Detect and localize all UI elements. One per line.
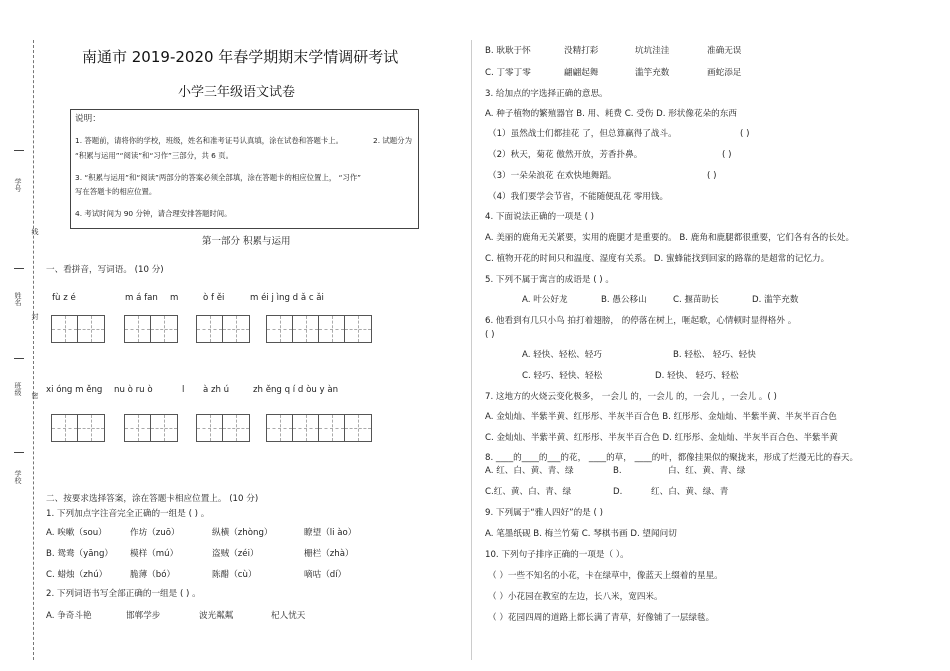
option[interactable]: C. 揠苗助长 bbox=[673, 295, 719, 305]
option[interactable]: C. 植物开花的时间只和温度、湿度有关系。 D. 蜜蜂能找到回家的路靠的是超常的记忆力。 bbox=[485, 254, 830, 264]
question-9: 9. 下列属于“雅人四好”的是 ( ) bbox=[485, 508, 603, 518]
sidebar-underline bbox=[14, 268, 24, 269]
question-1: 一、看拼音，写词语。 (10 分) bbox=[46, 265, 164, 275]
writing-grid[interactable] bbox=[51, 414, 105, 442]
instructions-line: 1. 答题前，请将你的学校，班级，姓名和准考证号认真填，涂在试卷和答题卡上。 bbox=[75, 136, 344, 145]
option: 脆薄（bó） bbox=[130, 570, 176, 580]
sidebar-class: 班级 bbox=[14, 382, 22, 396]
question-3: 3. 给加点的字选择正确的意思。 bbox=[485, 89, 608, 99]
sidebar-seal-mark-2: 密 bbox=[31, 392, 39, 399]
question-5: 5. 下列不属于寓言的成语是 ( ) 。 bbox=[485, 275, 614, 285]
page-subtitle: 小学三年级语文试卷 bbox=[178, 85, 296, 100]
option[interactable]: A. 金灿灿、半紫半黄、红彤彤、半灰半百合色 B. 红彤彤、金灿灿、半紫半黄、半灰半百合色 bbox=[485, 412, 837, 422]
question-10: 10. 下列句子排序正确的一项是（ ）。 bbox=[485, 550, 629, 560]
option[interactable]: C.红、黄、白、青、绿 bbox=[485, 487, 572, 497]
sentence-item[interactable]: （ ）小花园在教室的左边，长八米，宽四米。 bbox=[488, 592, 663, 602]
option: 栅栏（zhà） bbox=[304, 549, 354, 559]
page-title: 南通市 2019-2020 年春学期期末学情调研考试 bbox=[82, 48, 399, 66]
option[interactable]: C. 轻巧、轻快、轻松 bbox=[522, 371, 603, 381]
option[interactable]: A. 争奇斗艳 bbox=[46, 611, 92, 621]
option[interactable]: C. 丁零丁零 bbox=[485, 68, 531, 78]
option: 模样（mú） bbox=[130, 549, 179, 559]
option[interactable]: D. bbox=[613, 487, 623, 497]
option: 波光粼粼 bbox=[199, 611, 234, 621]
option: 邯郸学步 bbox=[126, 611, 161, 621]
pinyin-label: fù z é bbox=[52, 293, 76, 303]
binding-line bbox=[33, 40, 34, 660]
option: 画蛇添足 bbox=[707, 68, 742, 78]
pinyin-label: à zh ú bbox=[203, 385, 230, 395]
question-3-options: A. 种子植物的繁殖器官 B. 用、耗费 C. 受伤 D. 形状像花朵的东西 bbox=[485, 109, 737, 119]
answer-blank[interactable]: ( ) bbox=[707, 171, 717, 181]
sidebar-underline bbox=[14, 452, 24, 453]
option: 白、红、黄、青、绿 bbox=[668, 466, 746, 476]
question-3-item: （3）一朵朵浪花 在欢快地舞蹈。 bbox=[488, 171, 617, 181]
option: 瞭望（li ào） bbox=[304, 528, 357, 538]
option: 坑坑洼洼 bbox=[635, 46, 670, 56]
writing-grid[interactable] bbox=[124, 414, 178, 442]
option[interactable]: B. 耿耿于怀 bbox=[485, 46, 531, 56]
writing-grid[interactable] bbox=[51, 315, 105, 343]
pinyin-label: nu ò ru ò bbox=[114, 385, 153, 395]
option[interactable]: A. 轻快、轻松、轻巧 bbox=[522, 350, 602, 360]
writing-grid[interactable] bbox=[124, 315, 178, 343]
option: 纵横（zhòng） bbox=[212, 528, 273, 538]
pinyin-label: ò f ěi bbox=[203, 293, 225, 303]
question-4: 4. 下面说法正确的一项是 ( ) bbox=[485, 212, 595, 222]
sidebar-school: 学校 bbox=[14, 470, 22, 484]
pinyin-label: m á fan bbox=[125, 293, 158, 303]
page-divider bbox=[471, 40, 472, 660]
question-7: 7. 这地方的火烧云变化极多， 一会儿 的，一会儿 的，一会儿 ，一会儿 。( ) bbox=[485, 392, 777, 402]
question-3-item: （4）我们要学会节省，不能随便乱花 零用钱。 bbox=[488, 192, 669, 202]
question-3-item: （2）秋天，菊花 傲然开放，芳香扑鼻。 bbox=[488, 150, 643, 160]
option: 作坊（zuō） bbox=[130, 528, 180, 538]
instructions-line: 写在答题卡的相应位置。 bbox=[75, 187, 157, 196]
instructions-line: 4. 考试时间为 90 分钟，请合理安排答题时间。 bbox=[75, 209, 232, 218]
pinyin-label: m bbox=[170, 293, 179, 303]
sentence-item[interactable]: （ ）一些不知名的小花，卡在绿草中，像蓝天上缀着的星星。 bbox=[488, 571, 723, 581]
option: 杞人忧天 bbox=[271, 611, 306, 621]
sidebar-student-no: 学号 bbox=[14, 178, 22, 192]
question-2: 二、按要求选择答案，涂在答题卡相应位置上。 (10 分) bbox=[46, 494, 259, 504]
sidebar-line-mark: 线 bbox=[31, 228, 39, 235]
option: 没精打彩 bbox=[564, 46, 599, 56]
option[interactable]: B. 轻松、 轻巧、轻快 bbox=[673, 350, 756, 360]
instructions-line: “积累与运用”“阅读”和“习作”三部分，共 6 页。 bbox=[75, 151, 234, 160]
option: 准确无误 bbox=[707, 46, 742, 56]
option[interactable]: D. 轻快、 轻巧、轻松 bbox=[655, 371, 739, 381]
option: 盗贼（zéi） bbox=[212, 549, 259, 559]
question-9-options[interactable]: A. 笔墨纸砚 B. 梅兰竹菊 C. 琴棋书画 D. 望闻问切 bbox=[485, 529, 677, 539]
question-2-1: 1. 下列加点字注音完全正确的一组是 ( ) 。 bbox=[46, 509, 210, 519]
answer-blank[interactable]: ( ) bbox=[485, 330, 495, 340]
writing-grid[interactable] bbox=[266, 414, 372, 442]
sidebar-underline bbox=[14, 358, 24, 359]
pinyin-label: l bbox=[182, 385, 185, 395]
question-2-2: 2. 下列词语书写全部正确的一组是 ( ) 。 bbox=[46, 589, 201, 599]
part1-title: 第一部分 积累与运用 bbox=[202, 236, 291, 247]
sentence-item[interactable]: （ ）花园四周的道路上都长满了青草，好像铺了一层绿毯。 bbox=[488, 613, 715, 623]
writing-grid[interactable] bbox=[196, 315, 250, 343]
option[interactable]: C. 蜡烛（zhú） bbox=[46, 570, 108, 580]
option: 陈醋（cù） bbox=[212, 570, 257, 580]
writing-grid[interactable] bbox=[266, 315, 372, 343]
option[interactable]: A. 美丽的鹿角无关紧要，实用的鹿腿才是重要的。 B. 鹿角和鹿腿都很重要，它们各有各的长处。 bbox=[485, 233, 855, 243]
question-8: 8. ____的____的___的花， ____的草， ____的叶，都像挂果似的聚拢来，形成了烂漫无比的春天。 bbox=[485, 453, 859, 463]
option[interactable]: B. 鸳鸯（yāng） bbox=[46, 549, 113, 559]
option[interactable]: A. 唉嗽（sou） bbox=[46, 528, 107, 538]
pinyin-label: zh ěng q í d òu y àn bbox=[253, 385, 339, 395]
sidebar-seal-mark: 封 bbox=[31, 313, 39, 320]
option: 翩翩起舞 bbox=[564, 68, 599, 78]
pinyin-label: m éi j ìng d ǎ c ǎi bbox=[250, 293, 324, 303]
option: 滥竽充数 bbox=[635, 68, 670, 78]
option: 嘀咕（dí） bbox=[304, 570, 347, 580]
option[interactable]: A. 红、白、黄、青、绿 bbox=[485, 466, 574, 476]
question-3-item: （1）虽然战士们都挂花 了，但总算赢得了战斗。 bbox=[488, 129, 677, 139]
answer-blank[interactable]: ( ) bbox=[722, 150, 732, 160]
option[interactable]: B. 愚公移山 bbox=[601, 295, 647, 305]
instructions-heading: 说明： bbox=[75, 114, 101, 124]
question-6: 6. 他看到有几只小鸟 拍打着翅膀， 的停落在树上，咂起歌，心情顿时显得格外 。 bbox=[485, 316, 797, 326]
writing-grid[interactable] bbox=[196, 414, 250, 442]
option: 红、白、黄、绿、青 bbox=[651, 487, 729, 497]
pinyin-label: xi óng m ěng bbox=[46, 385, 103, 395]
sidebar-underline bbox=[14, 150, 24, 151]
option[interactable]: A. 叶公好龙 bbox=[522, 295, 568, 305]
instructions-line: 3. “积累与运用”和“阅读”两部分的答案必须全部填，涂在答题卡的相应位置上， “习作” bbox=[75, 173, 362, 182]
answer-blank[interactable]: ( ) bbox=[740, 129, 750, 139]
option[interactable]: B. bbox=[613, 466, 622, 476]
option[interactable]: D. 滥竽充数 bbox=[752, 295, 799, 305]
sidebar-name: 姓名 bbox=[14, 292, 22, 306]
option[interactable]: C. 金灿灿、半紫半黄、红彤彤、半灰半百合色 D. 红彤彤、金灿灿、半灰半百合色、半紫半黄 bbox=[485, 433, 838, 443]
instructions-line: 2. 试题分为 bbox=[373, 136, 412, 145]
